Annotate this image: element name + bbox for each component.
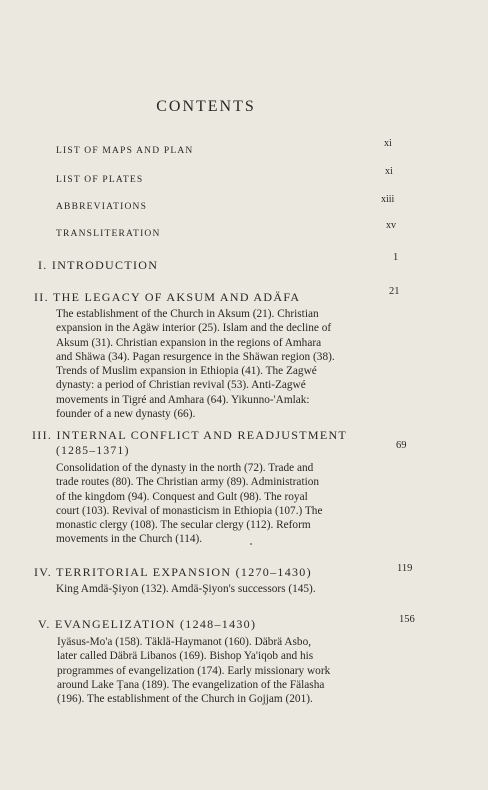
summary-line: and Shäwa (34). Pagan resurgence in the Shäwan region (38).	[56, 350, 335, 363]
chapter-title: TERRITORIAL EXPANSION (1270–1430)	[56, 565, 312, 579]
summary-line: later called Däbrä Libanos (169). Bishop Ya'iqob and his	[57, 650, 314, 663]
chapter-heading	[38, 617, 256, 632]
front-item-label: LIST OF MAPS AND PLAN	[56, 146, 194, 156]
summary-line: founder of a new dynasty (66).	[56, 408, 196, 421]
summary-line: Trends of Muslim expansion in Ethiopia (41). The Zagwé	[56, 365, 317, 378]
summary-line: expansion in the Agäw interior (25). Islam and the decline of	[56, 322, 332, 335]
chapter-numeral: III.	[32, 428, 53, 442]
summary-line: King Amdä-Şiyon (132). Amdä-Şiyon's successors (145).	[56, 583, 316, 595]
chapter-title: INTRODUCTION	[51, 258, 159, 272]
chapter-page: 69	[396, 440, 407, 451]
chapter-title: INTERNAL CONFLICT AND READJUSTMENT	[56, 428, 348, 442]
front-item-page: xv	[386, 220, 396, 231]
chapter-heading	[32, 428, 347, 443]
summary-line: movements in Tigré and Amhara (64). Yikunno-'Amlak:	[56, 393, 310, 406]
chapter-title: EVANGELIZATION (1248–1430)	[55, 617, 257, 631]
chapter-summary	[56, 582, 316, 596]
chapter-title-dates: (1285–1371)	[56, 445, 130, 457]
contents-title: CONTENTS	[156, 98, 256, 115]
summary-line: (196). The establishment of the Church in Gojjam (201).	[57, 693, 313, 706]
front-item-page: xi	[384, 138, 392, 149]
summary-line: trade routes (80). The Christian army (89). Administration	[56, 476, 320, 489]
front-item-label: LIST OF PLATES	[56, 175, 144, 185]
summary-line: monastic clergy (108). The secular clergy (112). Reform	[56, 519, 311, 532]
chapter-heading	[34, 290, 300, 305]
chapter-numeral: IV.	[34, 565, 53, 579]
front-item-page: xi	[385, 166, 393, 177]
summary-line: of the kingdom (94). Conquest and Gult (98). The royal	[56, 490, 308, 503]
chapter-numeral: I.	[38, 258, 48, 272]
summary-line: dynasty: a period of Christian revival (53). Anti-Zagwé	[56, 379, 306, 392]
chapter-page: 21	[389, 286, 400, 297]
front-item-label: ABBREVIATIONS	[56, 202, 148, 212]
chapter-summary	[57, 635, 330, 706]
chapter-page: 119	[397, 563, 413, 574]
chapter-numeral: II.	[34, 290, 49, 304]
front-item-page: xiii	[381, 194, 395, 205]
chapter-heading	[34, 565, 312, 580]
front-item-label: TRANSLITERATION	[56, 229, 161, 239]
chapter-title: THE LEGACY OF AKSUM AND ADÄFA	[53, 290, 301, 304]
chapter-summary	[56, 307, 335, 421]
summary-line: movements in the Church (114).	[56, 533, 203, 546]
ink-speck	[250, 543, 252, 545]
chapter-summary	[56, 461, 322, 547]
summary-line: Aksum (31). Christian expansion in the regions of Amhara	[56, 336, 322, 349]
summary-line: programmes of evangelization (174). Early missionary work	[57, 664, 331, 677]
summary-line: Iyäsus-Mo'a (158). Täklä-Haymanot (160). Däbrä Asbo,	[57, 636, 312, 648]
summary-line: Consolidation of the dynasty in the north (72). Trade and	[56, 462, 314, 474]
summary-line: The establishment of the Church in Aksum (21). Christian	[56, 308, 319, 320]
chapter-numeral: V.	[38, 617, 51, 631]
chapter-page: 156	[399, 614, 415, 625]
summary-line: around Lake Țana (189). The evangelization of the Fälasha	[57, 678, 325, 691]
chapter-heading	[38, 258, 158, 273]
chapter-page: 1	[393, 252, 399, 263]
summary-line: court (103). Revival of monasticism in Ethiopia (107.) The	[56, 504, 323, 517]
